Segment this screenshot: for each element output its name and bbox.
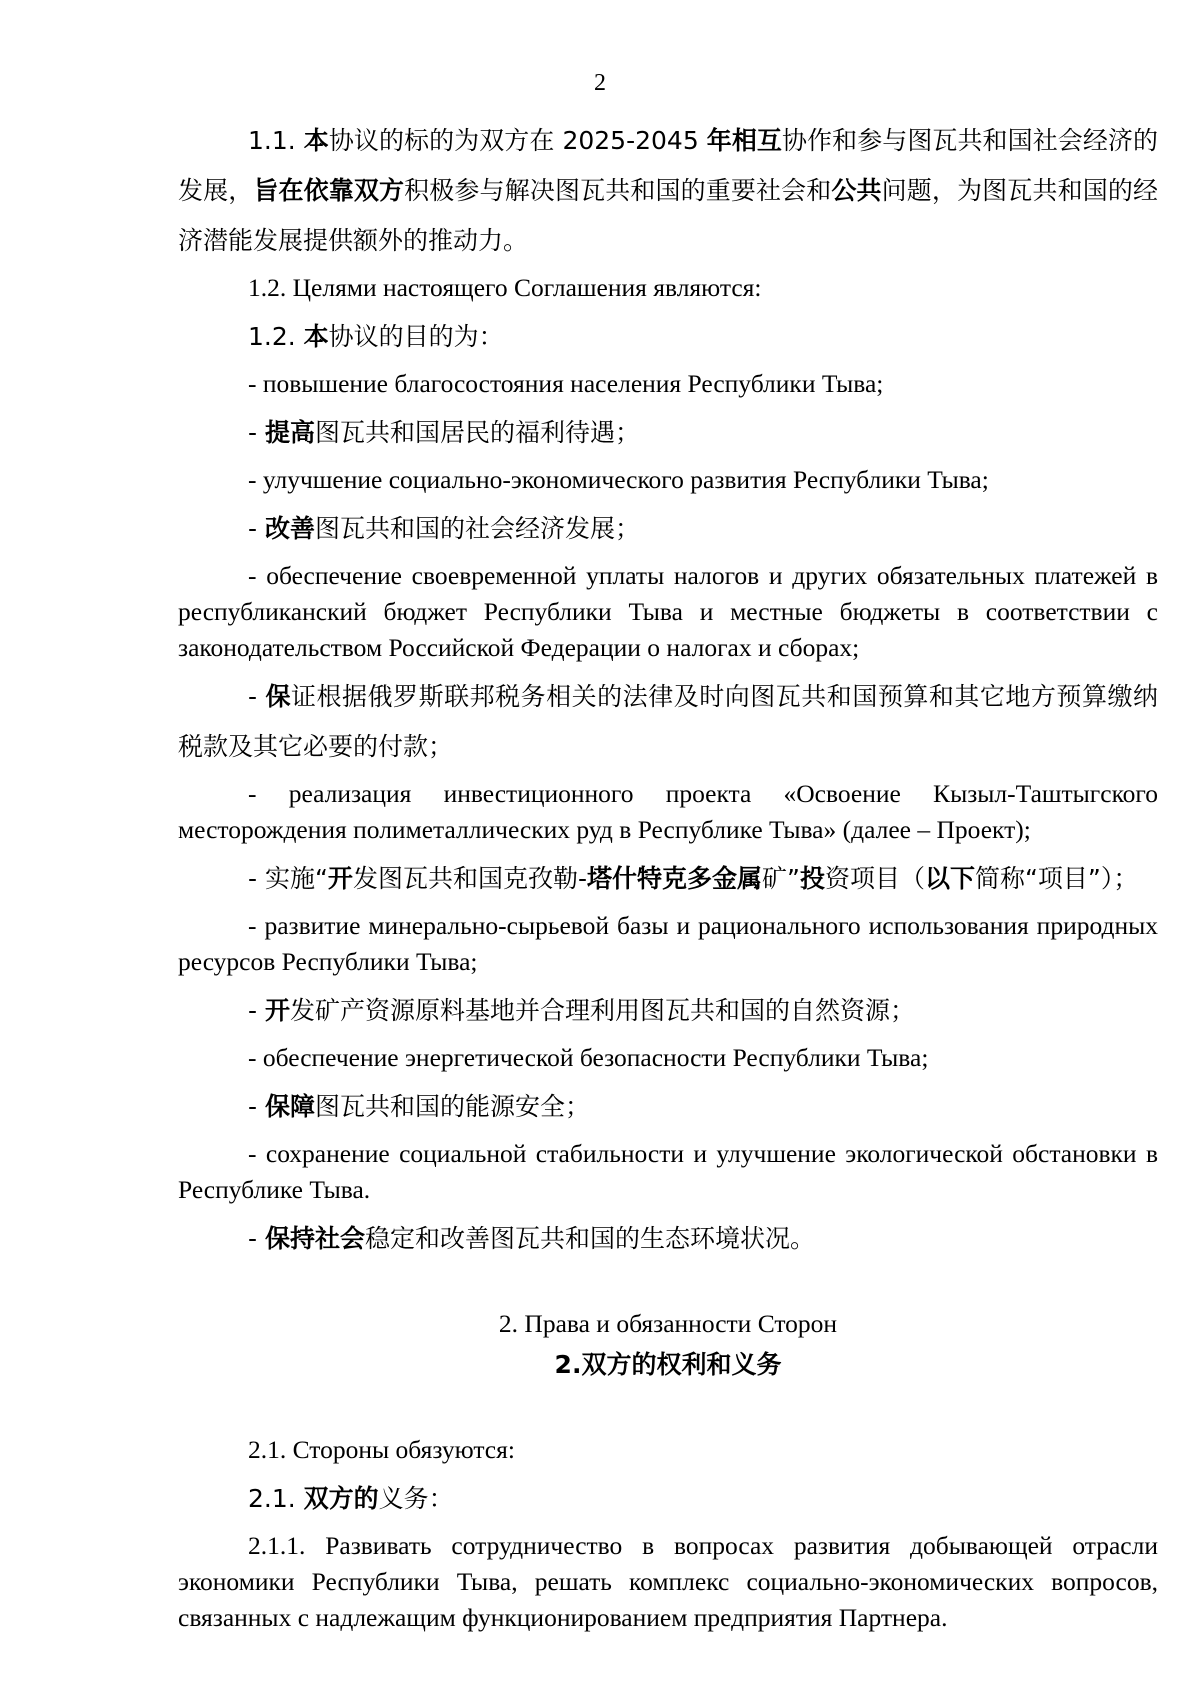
page-number: 2 bbox=[594, 70, 606, 96]
paragraph-1-1-zh: 1.1. 本协议的标的为双方在 2025-2045 年相互协作和参与图瓦共和国社会经济的发展，旨在依靠双方积极参与解决图瓦共和国的重要社会和公共问题，为图瓦共和国的经济潜能发展提供额外的推动力。 bbox=[178, 126, 1158, 255]
goal-development-zh: - 改善图瓦共和国的社会经济发展； bbox=[248, 514, 640, 543]
paragraph-2-1-zh: 2.1. 双方的义务： bbox=[248, 1484, 454, 1513]
paragraph-2-1-ru: 2.1. Стороны обязуются: bbox=[248, 1435, 515, 1464]
spacer bbox=[178, 1388, 1158, 1432]
goal-ecology-ru: - сохранение социальной стабильности и улучшение экологической обстановки в Республике Тыва. bbox=[178, 1139, 1158, 1204]
goal-project-ru: - реализация инвестиционного проекта «Освоение Кызыл-Таштыгского месторождения полиметаллических руд в Республике Тыва» (далее – Проект); bbox=[178, 779, 1158, 844]
document-body bbox=[178, 116, 1158, 1642]
goal-energy-zh: - 保障图瓦共和国的能源安全； bbox=[248, 1092, 590, 1121]
section-2-heading-zh: 2.双方的权利和义务 bbox=[554, 1350, 782, 1379]
goal-ecology-zh: - 保持社会稳定和改善图瓦共和国的生态环境状况。 bbox=[248, 1224, 815, 1253]
goal-taxes-zh: - 保证根据俄罗斯联邦税务相关的法律及时向图瓦共和国预算和其它地方预算缴纳税款及其它必要的付款； bbox=[178, 682, 1158, 761]
section-2-heading-ru: 2. Права и обязанности Сторон bbox=[498, 1309, 838, 1338]
goal-resources-ru: - развитие минерально-сырьевой базы и рационального использования природных ресурсов Республики Тыва; bbox=[178, 911, 1158, 976]
goal-welfare-zh: - 提高图瓦共和国居民的福利待遇； bbox=[248, 418, 640, 447]
spacer bbox=[178, 1268, 1158, 1306]
goal-project-zh: - 实施“开发图瓦共和国克孜勒-塔什特克多金属矿”投资项目（以下简称“项目”）； bbox=[248, 864, 1139, 893]
goal-development-ru: - улучшение социально-экономического развития Республики Тыва; bbox=[248, 465, 989, 494]
paragraph-1-2-zh: 1.2. 本协议的目的为： bbox=[248, 322, 504, 351]
goal-resources-zh: - 开发矿产资源原料基地并合理利用图瓦共和国的自然资源； bbox=[248, 996, 915, 1025]
paragraph-1-2-ru: 1.2. Целями настоящего Соглашения являются: bbox=[248, 273, 762, 302]
goal-taxes-ru: - обеспечение своевременной уплаты налогов и других обязательных платежей в республиканский бюджет Республики Тыва и местные бюджеты в соответствии с законодательством Российской Федерации о налогах и сборах; bbox=[178, 561, 1158, 662]
goal-welfare-ru: - повышение благосостояния населения Республики Тыва; bbox=[248, 369, 884, 398]
paragraph-2-1-1-ru: 2.1.1. Развивать сотрудничество в вопросах развития добывающей отрасли экономики Республики Тыва, решать комплекс социально-экономических вопросов, связанных с надлежащим функционированием предприятия Партнера. bbox=[178, 1531, 1158, 1632]
goal-energy-ru: - обеспечение энергетической безопасности Республики Тыва; bbox=[248, 1043, 929, 1072]
